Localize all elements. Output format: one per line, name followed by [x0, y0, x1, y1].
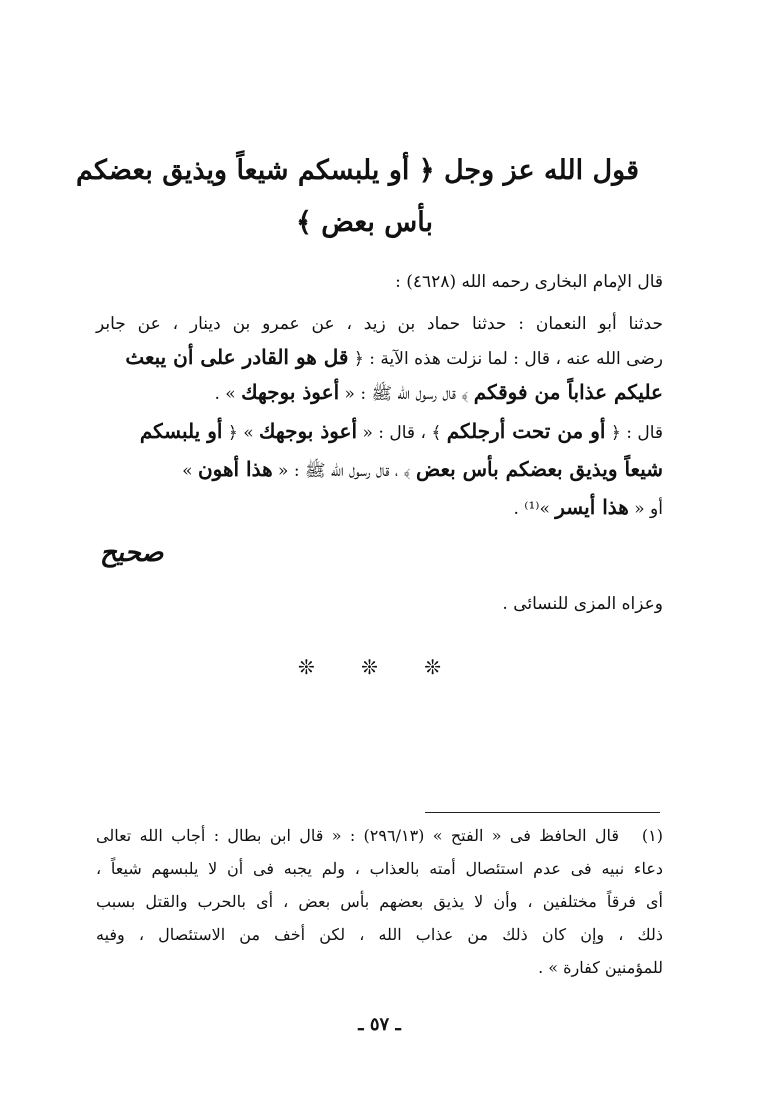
page-number: ـ ٥٧ ـ — [358, 1014, 401, 1035]
footnote-line-3: أى فرقاً مختلفين ، وأن لا يذيق بعضهم بأس بعض ، أى بالحرب والقتل بسبب — [96, 892, 663, 911]
hadith-line-4-text: ﴾ ، قال : « — [362, 423, 442, 443]
hadith-line-3 — [96, 380, 663, 408]
prophet-saying: هذا أيسر — [555, 495, 629, 519]
hadith-line-2 — [96, 345, 663, 369]
hadith-line-5-text: ﴾ ، قال رسول الله ﷺ : « — [278, 461, 411, 481]
hadith-line-1: حدثنا أبو النعمان : حدثنا حماد بن زيد ، عن عمرو بن دينار ، عن جابر — [96, 314, 663, 334]
footnote-line-5: للمؤمنين كفارة » . — [538, 958, 663, 977]
prophet-saying: أعوذ بوجهك — [259, 419, 358, 443]
hadith-line-4 — [96, 419, 663, 443]
section-separator: ❊ ❊ ❊ — [298, 655, 461, 679]
hadith-line-6-text: أو « — [634, 499, 663, 519]
hadith-line-6 — [96, 495, 663, 519]
narration-intro: قال الإمام البخارى رحمه الله (٤٦٢٨) : — [395, 272, 663, 292]
hadith-line-5-end: » — [182, 461, 193, 481]
quran-verse-fragment: شيعاً ويذيق بعضكم بأس بعض — [415, 457, 663, 481]
hadith-line-4-text: قال : ﴿ — [610, 423, 663, 443]
hadith-line-4-text: » ﴿ — [227, 423, 254, 443]
prophet-saying: أعوذ بوجهك — [241, 380, 340, 404]
prophet-saying: هذا أهون — [197, 457, 273, 481]
footnote-line-4: ذلك ، وإن كان ذلك من عذاب الله ، لكن أخف من الاستئصال ، وفيه — [96, 925, 663, 944]
footnote-rule — [425, 812, 660, 813]
hadith-line-3-end: » . — [214, 384, 236, 404]
quran-verse-fragment: عليكم عذاباً من فوقكم — [473, 380, 663, 404]
hadith-line-3-text: ﴾ قال رسول الله ﷺ : « — [344, 384, 469, 404]
chapter-title — [76, 145, 639, 249]
chapter-title-line-2: بأس بعض ﴾ — [296, 207, 433, 238]
footnote-number: (١) — [641, 826, 663, 845]
quran-verse-fragment: أو يلبسكم — [139, 419, 223, 443]
quran-verse-fragment: أو من تحت أرجلكم — [446, 419, 606, 443]
hadith-line-5 — [96, 457, 663, 485]
attribution: وعزاه المزى للنسائى . — [502, 594, 663, 614]
hadith-line-6-end: »⁽¹⁾ . — [513, 499, 550, 519]
chapter-title-line-1: قول الله عز وجل ﴿ أو يلبسكم شيعاً ويذيق بعضكم — [76, 155, 639, 186]
footnote-line-1: قال الحافظ فى « الفتح » (٢٩٦/١٣) : « قال ابن بطال : أجاب الله تعالى — [96, 826, 619, 845]
hadith-grade: صحيح — [100, 538, 164, 568]
footnote-line-2: دعاء نبيه فى عدم استئصال أمته بالعذاب ، ولم يجبه فى أن لا يلبسهم شيعاً ، — [96, 859, 663, 878]
hadith-line-2-text: رضى الله عنه ، قال : لما نزلت هذه الآية : ﴿ — [353, 349, 663, 369]
quran-verse-fragment: قل هو القادر على أن يبعث — [125, 345, 349, 369]
